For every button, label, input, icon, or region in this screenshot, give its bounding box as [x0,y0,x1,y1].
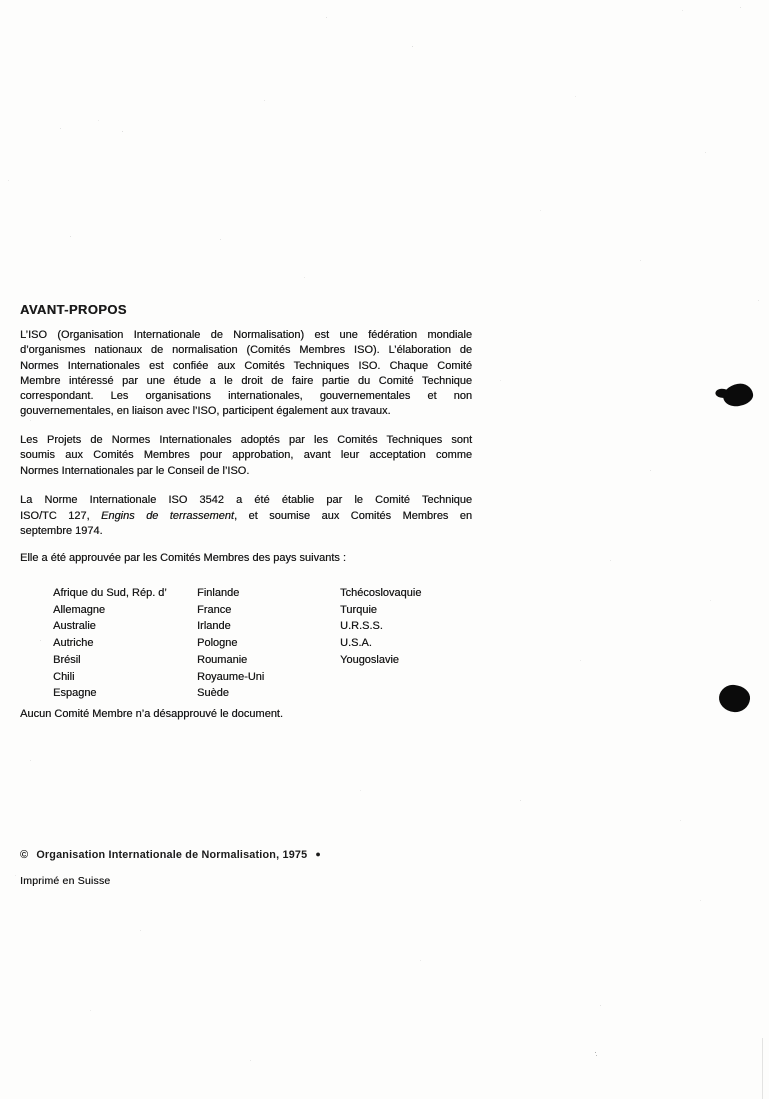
country-item: Autriche [53,637,94,650]
country-item: Chili [53,670,75,683]
text-segment: , et soumise aux Comités Membres en [233,509,472,522]
country-item: Royaume-Uni [197,670,265,683]
text-line: soumis aux Comités Membres pour approbation, avant leur acceptation comme [20,449,472,462]
paragraph-draft-approval [20,433,472,479]
country-item: Tchécoslovaquie [340,587,422,599]
country-column-1 [53,585,203,702]
bullet-icon: ● [315,849,321,859]
ink-blot-icon [721,382,754,409]
text-line: Les Projets de Normes Internationales adoptés par les Comités Techniques sont [20,434,472,446]
country-item: Brésil [53,653,81,666]
copyright-text: Organisation Internationale de Normalisation, 1975 [36,849,308,861]
country-item: U.R.S.S. [340,620,383,633]
italic-title-segment: Engins de terrassement [100,509,234,522]
text-line: Membre intéressé par une étude a le droit de faire partie du Comité Technique [20,374,472,387]
country-item: U.S.A. [340,637,372,650]
country-item: Roumanie [197,653,248,666]
text-line: septembre 1974. [20,525,103,537]
paragraph-iso3542 [20,493,472,540]
country-item: France [197,603,232,616]
text-line: La Norme Internationale ISO 3542 a été établie par le Comité Technique [20,494,472,506]
printed-in-line: Imprimé en Suisse [20,875,111,887]
text-line: d’organismes nationaux de normalisation (Comités Membres ISO). L’élaboration de [20,344,472,357]
scan-noise-speckles [0,0,1,1]
country-item: Yougoslavie [340,653,399,666]
copyright-icon: © [20,849,29,861]
country-item: Finlande [197,587,240,599]
country-column-2 [197,585,327,702]
country-item: Allemagne [53,603,105,616]
approval-intro-line: Elle a été approuvée par les Comités Membres des pays suivants : [20,552,346,564]
country-item: Australie [53,620,96,633]
text-line [20,509,472,525]
disapproval-note: Aucun Comité Membre n’a désapprouvé le document. [20,708,283,720]
copyright-line [20,849,321,861]
country-item: Pologne [197,637,238,650]
text-line: L’ISO (Organisation Internationale de Normalisation) est une fédération mondiale [20,329,472,341]
country-item: Turquie [340,603,377,616]
country-item: Espagne [53,687,97,700]
text-line: Normes Internationales par le Conseil de l’ISO. [20,464,250,477]
scan-edge-shadow [762,1038,763,1099]
text-line: gouvernementales, en liaison avec l’ISO, participent également aux travaux. [20,405,391,418]
country-item: Suède [197,687,229,700]
country-column-3 [340,585,480,669]
ink-blot-icon [718,683,752,713]
text-line: Normes Internationales est confiée aux Comités Techniques ISO. Chaque Comité [20,359,472,372]
text-segment: ISO/TC 127, [20,509,101,522]
country-item: Irlande [197,620,231,633]
country-item: Afrique du Sud, Rép. d’ [53,587,167,599]
text-line: correspondant. Les organisations internationales, gouvernementales et non [20,390,472,403]
page-title: AVANT-PROPOS [20,302,127,317]
paragraph-iso-intro [20,328,472,420]
